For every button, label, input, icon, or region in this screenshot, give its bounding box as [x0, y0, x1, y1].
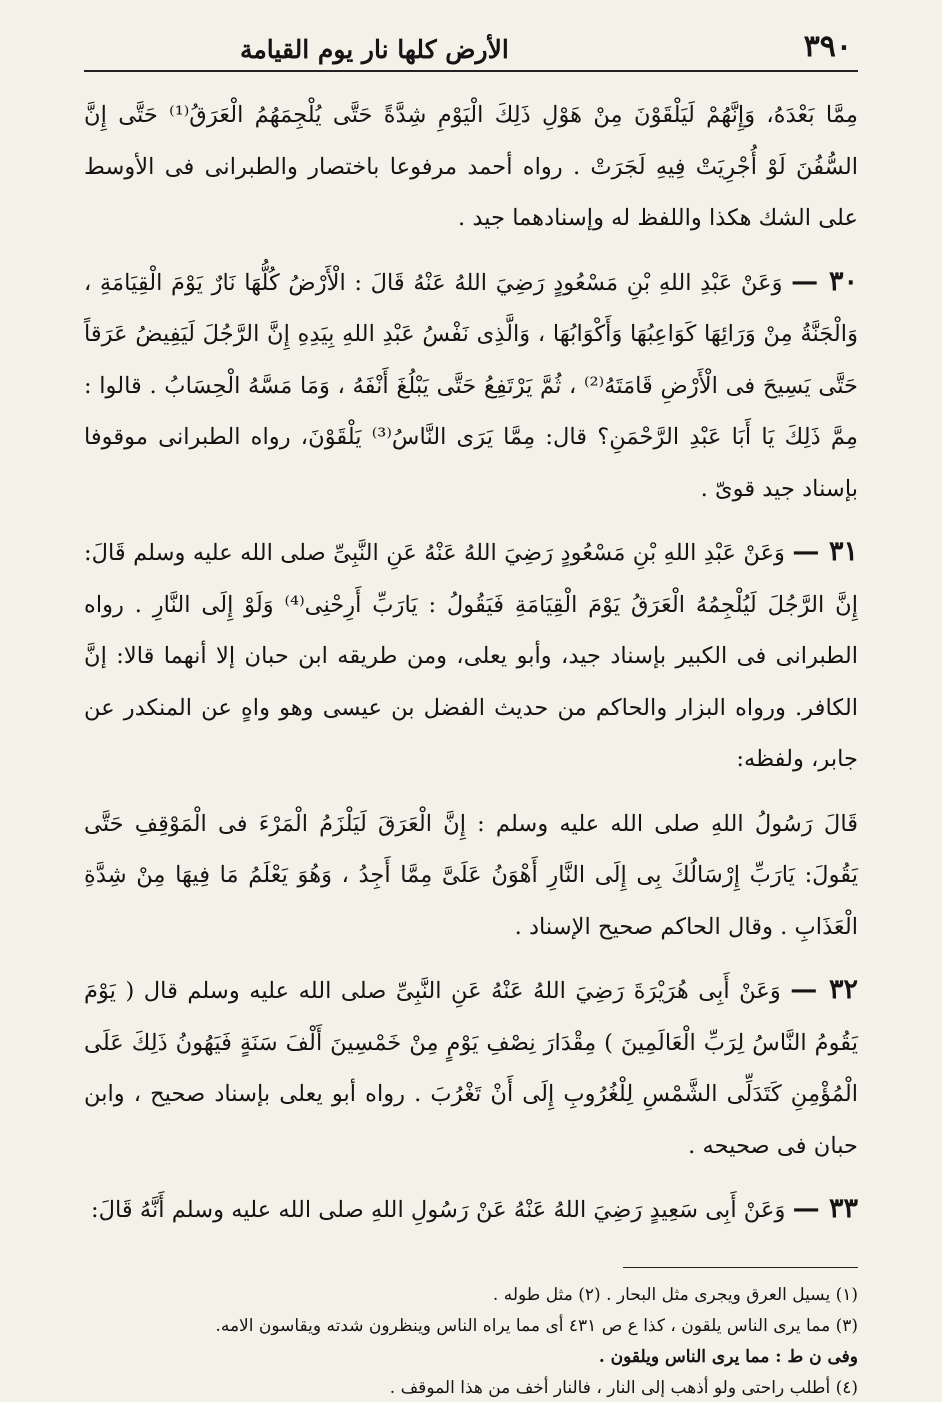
main-text	[84, 88, 858, 1237]
hadith-number: ٣٣ —	[792, 1193, 858, 1224]
hadith-number: ٣١ —	[792, 536, 859, 567]
hadith-number: ٣٠ —	[791, 265, 858, 297]
footnote: (١) يسيل العرق ويجرى مثل البحار . (٢) مثل طوله .	[492, 1284, 858, 1305]
page-number: ٣٩٠	[803, 29, 852, 64]
paragraph	[84, 88, 858, 245]
paragraph-text: وَعَنْ أَبِى سَعِيدٍ رَضِيَ اللهُ عَنْهُ عَنْ رَسُولِ اللهِ صلى الله عليه وسلم أَنَّهُ قَالَ:	[90, 1197, 786, 1223]
paragraph	[84, 964, 858, 1172]
paragraph	[84, 256, 858, 516]
paragraph	[84, 797, 858, 954]
footnote: وفى ن ط : مما يرى الناس ويلقون .	[598, 1346, 858, 1367]
running-title: الأرض كلها نار يوم القيامة	[240, 35, 509, 64]
paragraph-text: قَالَ رَسُولُ اللهِ صلى الله عليه وسلم : إِنَّ الْعَرَقَ لَيَلْزَمُ الْمَرْءَ فى الْمَوْقِفِ حَتَّى يَقُولَ: يَارَبِّ إِرْسَالُكَ بِى إِلَى النَّارِ أَهْوَنُ عَلَىَّ مِمَّا أَجِدُ ، وَهُوَ يَعْلَمُ مَا فِيهَا مِنْ شِدَّةِ الْعَذَابِ . وقال الحاكم صحيح الإسناد .	[84, 810, 858, 940]
paragraph-text: وَعَنْ عَبْدِ اللهِ بْنِ مَسْعُودٍ رَضِيَ اللهُ عَنْهُ قَالَ : الْأَرْضُ كُلُّهَا نَارٌ يَوْمَ الْقِيَامَةِ ، وَالْجَنَّةُ مِنْ وَرَائِهَا كَوَاعِبُهَا وَأَكْوَابُهَا ، وَالَّذِى نَفْسُ عَبْدِ اللهِ بِيَدِهِ إِنَّ الرَّجُلَ لَيَفِيضُ عَرَقاً حَتَّى يَسِيحَ فى الْأَرْضِ قَامَتَهُ⁽²⁾ ، ثُمَّ يَرْتَفِعُ حَتَّى يَبْلُغَ أَنْفَهُ ، وَمَا مَسَّهُ الْحِسَابُ . قالوا : مِمَّ ذَلِكَ يَا أَبَا عَبْدِ الرَّحْمَنِ؟ قال: مِمَّا يَرَى النَّاسُ⁽³⁾ يَلْقَوْنَ، رواه الطبرانى موقوفا بإسناد جيد قوىّ .	[84, 269, 858, 502]
page-header	[84, 22, 858, 72]
footnote: (٣) مما يرى الناس يلقون ، كذا ع ص ٤٣١ أى مما يراه الناس وينظرون شدته ويقاسون الامه.	[215, 1315, 858, 1336]
paragraph-text: وَعَنْ أَبِى هُرَيْرَةَ رَضِيَ اللهُ عَنْهُ عَنِ النَّبِىِّ صلى الله عليه وسلم قال ( يَوْمَ يَقُومُ النَّاسُ لِرَبِّ الْعَالَمِينَ ) مِقْدَارَ نِصْفِ يَوْمٍ مِنْ خَمْسِينَ أَلْفَ سَنَةٍ فَيَهُونُ ذَلِكَ عَلَى الْمُؤْمِنِ كَتَدَلِّى الشَّمْسِ لِلْغُرُوبِ إِلَى أَنْ تَغْرُبَ . رواه أبو يعلى بإسناد صحيح ، وابن حبان فى صحيحه .	[84, 978, 858, 1159]
paragraph	[84, 526, 858, 786]
paragraph-text: وَعَنْ عَبْدِ اللهِ بْنِ مَسْعُودٍ رَضِيَ اللهُ عَنْهُ عَنِ النَّبِىِّ صلى الله عليه وسلم قَالَ: إِنَّ الرَّجُلَ لَيُلْجِمُهُ الْعَرَقُ يَوْمَ الْقِيَامَةِ فَيَقُولُ : يَارَبِّ أَرِحْنِى⁽⁴⁾ وَلَوْ إِلَى النَّارِ . رواه الطبرانى فى الكبير بإسناد جيد، وأبو يعلى، ومن طريقه ابن حبان إلا أنهما قالا: إنَّ الكافر. ورواه البزار والحاكم من حديث الفضل بن عيسى وهو واهٍ عن المنكدر عن جابر، ولفظه:	[84, 540, 859, 772]
footnotes	[84, 1282, 858, 1402]
paragraph-text: مِمَّا بَعْدَهُ، وَإِنَّهُمْ لَيَلْقَوْنَ مِنْ هَوْلِ ذَلِكَ الْيَوْمِ شِدَّةً حَتَّى يُلْجِمَهُمُ الْعَرَقُ⁽¹⁾ حَتَّى إِنَّ السُّفُنَ لَوْ أُجْرِيَتْ فِيهِ لَجَرَتْ . رواه أحمد مرفوعا باختصار والطبرانى فى الأوسط على الشك هكذا واللفظ له وإسنادهما جيد .	[84, 102, 858, 231]
footnote: (٤) أطلب راحتى ولو أذهب إلى النار ، فالنار أخف من هذا الموقف .	[389, 1377, 858, 1398]
paragraph	[84, 1183, 858, 1237]
footnote-divider	[623, 1267, 858, 1268]
hadith-number: ٣٢ —	[790, 974, 859, 1005]
